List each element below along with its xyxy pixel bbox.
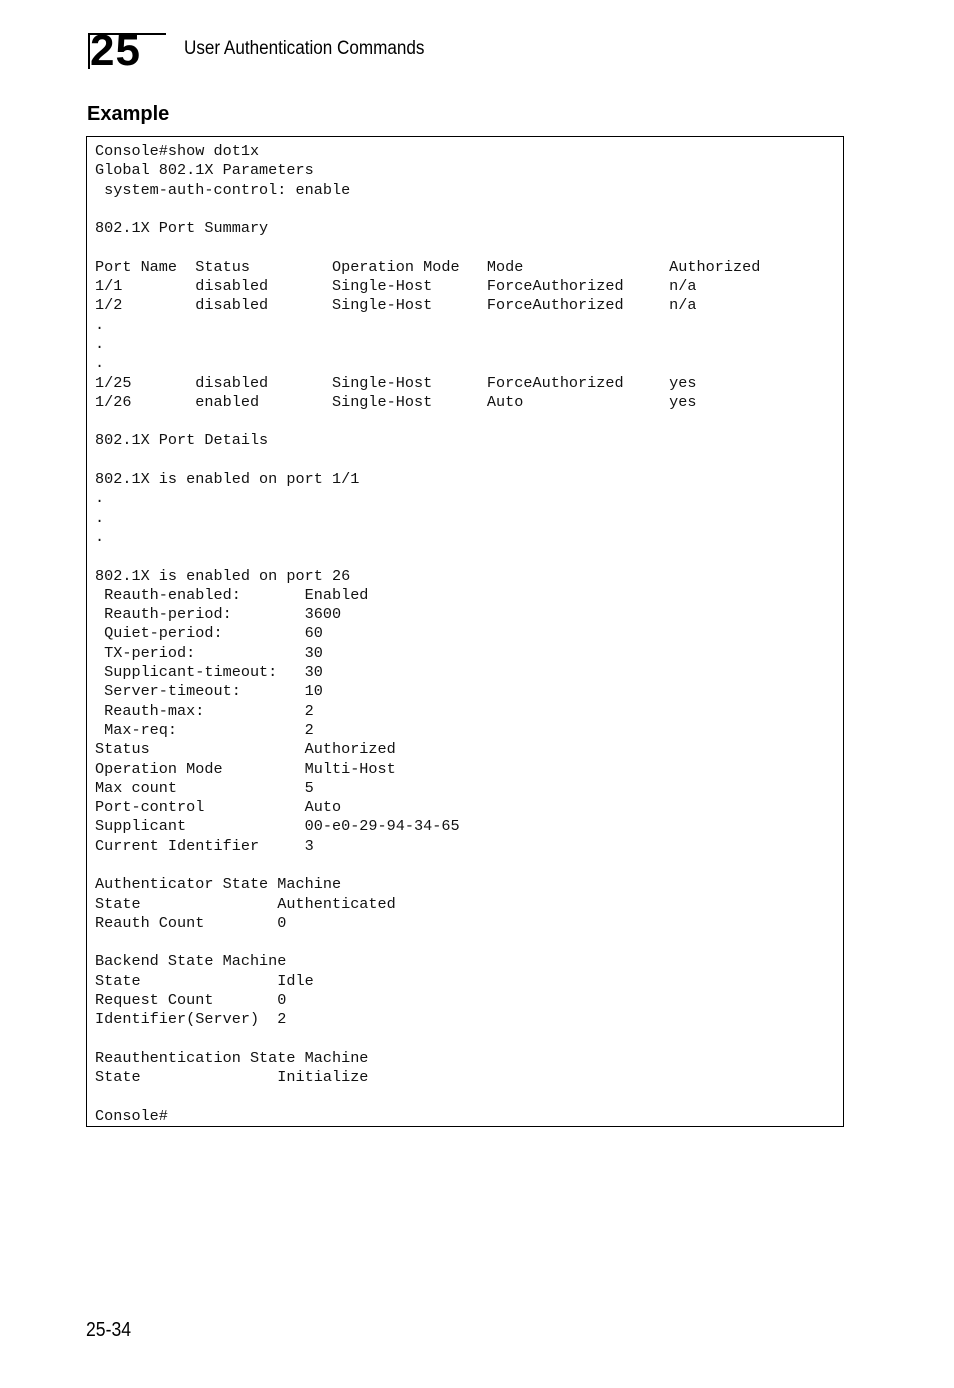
- console-line: Max count 5: [95, 778, 314, 797]
- console-line: Console#: [95, 1106, 168, 1125]
- console-line: Current Identifier 3: [95, 836, 314, 855]
- console-line: Reauth Count 0: [95, 913, 287, 932]
- console-line: TX-period: 30: [95, 643, 323, 662]
- console-line: 1/2 disabled Single-Host ForceAuthorized n/a: [95, 296, 697, 315]
- chapter-number: 25: [90, 26, 141, 75]
- console-output: [95, 142, 760, 1126]
- console-line: Quiet-period: 60: [95, 624, 323, 643]
- console-line: State Authenticated: [95, 894, 396, 913]
- page-number: 25-34: [86, 1319, 132, 1341]
- console-line: Identifier(Server) 2: [95, 1010, 287, 1029]
- console-line: Supplicant-timeout: 30: [95, 663, 323, 682]
- console-line: Console#show dot1x: [95, 142, 260, 160]
- console-line: 1/26 enabled Single-Host Auto yes: [95, 392, 697, 411]
- console-line: .: [95, 527, 105, 546]
- console-line: .: [95, 354, 105, 373]
- console-line: Server-timeout: 10: [95, 682, 323, 701]
- console-line: .: [95, 489, 105, 508]
- console-line: .: [95, 315, 105, 334]
- console-line: Operation Mode Multi-Host: [95, 759, 396, 778]
- console-line: 802.1X is enabled on port 26: [95, 566, 351, 585]
- console-line: Status Authorized: [95, 740, 396, 759]
- console-line: Reauth-max: 2: [95, 701, 314, 720]
- console-example-box: [86, 136, 844, 1127]
- console-line: system-auth-control: enable: [95, 180, 351, 199]
- section-heading: Example: [87, 103, 170, 125]
- console-line: Request Count 0: [95, 991, 287, 1010]
- console-line: 802.1X is enabled on port 1/1: [95, 470, 360, 489]
- chapter-number-box: [88, 26, 166, 75]
- console-line: Reauth-period: 3600: [95, 605, 342, 624]
- console-line: .: [95, 334, 105, 353]
- console-line: Port-control Auto: [95, 798, 342, 817]
- chapter-title: User Authentication Commands: [184, 38, 425, 59]
- console-line: .: [95, 508, 105, 527]
- console-line: Global 802.1X Parameters: [95, 161, 314, 180]
- console-line: 1/25 disabled Single-Host ForceAuthorized yes: [95, 373, 697, 392]
- console-line: 802.1X Port Summary: [95, 219, 269, 238]
- console-line: Authenticator State Machine: [95, 875, 342, 894]
- console-line: State Initialize: [95, 1068, 369, 1087]
- console-line: Backend State Machine: [95, 952, 287, 971]
- console-line: 1/1 disabled Single-Host ForceAuthorized n/a: [95, 277, 697, 296]
- console-line: State Idle: [95, 971, 314, 990]
- console-line: Supplicant 00-e0-29-94-34-65: [95, 817, 460, 836]
- console-line: 802.1X Port Details: [95, 431, 269, 450]
- console-line: Reauth-enabled: Enabled: [95, 585, 369, 604]
- console-line: Port Name Status Operation Mode Mode Authorized: [95, 257, 761, 276]
- console-line: Max-req: 2: [95, 720, 314, 739]
- console-line: Reauthentication State Machine: [95, 1048, 369, 1067]
